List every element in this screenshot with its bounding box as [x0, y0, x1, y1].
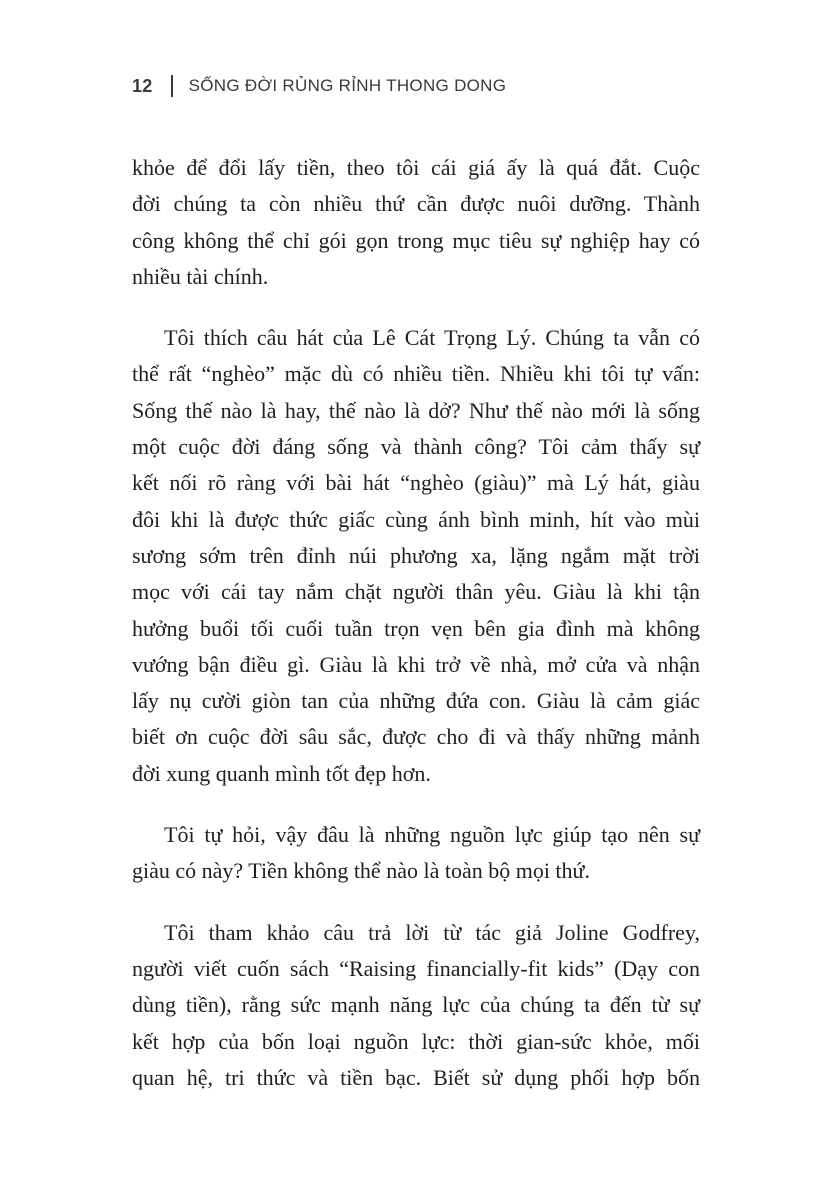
text-line: Tôi tự hỏi, vậy đâu là những nguồn lực giúp tạo nên sự	[164, 822, 700, 848]
text-line: người viết cuốn sách “Raising financially-fit kids” (Dạy con	[132, 955, 700, 981]
text-line: kết hợp của bốn loại nguồn lực: thời gian-sức khỏe, mối	[132, 1028, 700, 1054]
text-line: đời xung quanh mình tốt đẹp hơn.	[132, 760, 431, 786]
paragraph-1	[132, 150, 700, 295]
text-line: quan hệ, tri thức và tiền bạc. Biết sử dụng phối hợp bốn	[132, 1064, 700, 1090]
text-line: biết ơn cuộc đời sâu sắc, được cho đi và thấy những mảnh	[132, 724, 700, 750]
text-line: mọc với cái tay nắm chặt người thân yêu. Giàu là khi tận	[132, 579, 700, 605]
text-line: sương sớm trên đỉnh núi phương xa, lặng ngắm mặt trời	[132, 542, 700, 568]
text-line: Sống thế nào là hay, thế nào là dở? Như thế nào mới là sống	[132, 397, 700, 423]
text-line: vướng bận điều gì. Giàu là khi trở về nhà, mở cửa và nhận	[132, 651, 700, 677]
paragraph-3	[132, 817, 700, 890]
page-number: 12	[132, 75, 153, 96]
text-line: khỏe để đổi lấy tiền, theo tôi cái giá ấy là quá đắt. Cuộc	[132, 155, 700, 180]
text-line: đời chúng ta còn nhiều thứ cần được nuôi dưỡng. Thành	[132, 191, 700, 217]
text-line: thể rất “nghèo” mặc dù có nhiều tiền. Nhiều khi tôi tự vấn:	[132, 361, 700, 387]
text-line: nhiều tài chính.	[132, 263, 269, 289]
body-text	[132, 150, 700, 1121]
running-header	[132, 72, 506, 100]
text-line: công không thể chỉ gói gọn trong mục tiêu sự nghiệp hay có	[132, 227, 700, 253]
text-line: hưởng buổi tối cuối tuần trọn vẹn bên gia đình mà không	[132, 615, 700, 641]
text-line: giàu có này? Tiền không thể nào là toàn bộ mọi thứ.	[132, 858, 590, 884]
text-line: Tôi tham khảo câu trả lời từ tác giả Joline Godfrey,	[164, 919, 700, 945]
book-title: SỐNG ĐỜI RỦNG RỈNH THONG DONG	[188, 76, 507, 95]
text-line: dùng tiền), rằng sức mạnh năng lực của chúng ta đến từ sự	[132, 992, 700, 1018]
paragraph-4	[132, 915, 700, 1096]
text-line: một cuộc đời đáng sống và thành công? Tôi cảm thấy sự	[132, 434, 700, 460]
text-line: lấy nụ cười giòn tan của những đứa con. Giàu là cảm giác	[132, 688, 700, 714]
text-line: kết nối rõ ràng với bài hát “nghèo (giàu)” mà Lý hát, giàu	[132, 470, 700, 496]
text-line: Tôi thích câu hát của Lê Cát Trọng Lý. Chúng ta vẫn có	[164, 325, 700, 351]
header-separator	[171, 75, 173, 97]
paragraph-2	[132, 320, 700, 792]
text-line: đôi khi là được thức giấc cùng ánh bình minh, hít vào mùi	[132, 506, 700, 532]
